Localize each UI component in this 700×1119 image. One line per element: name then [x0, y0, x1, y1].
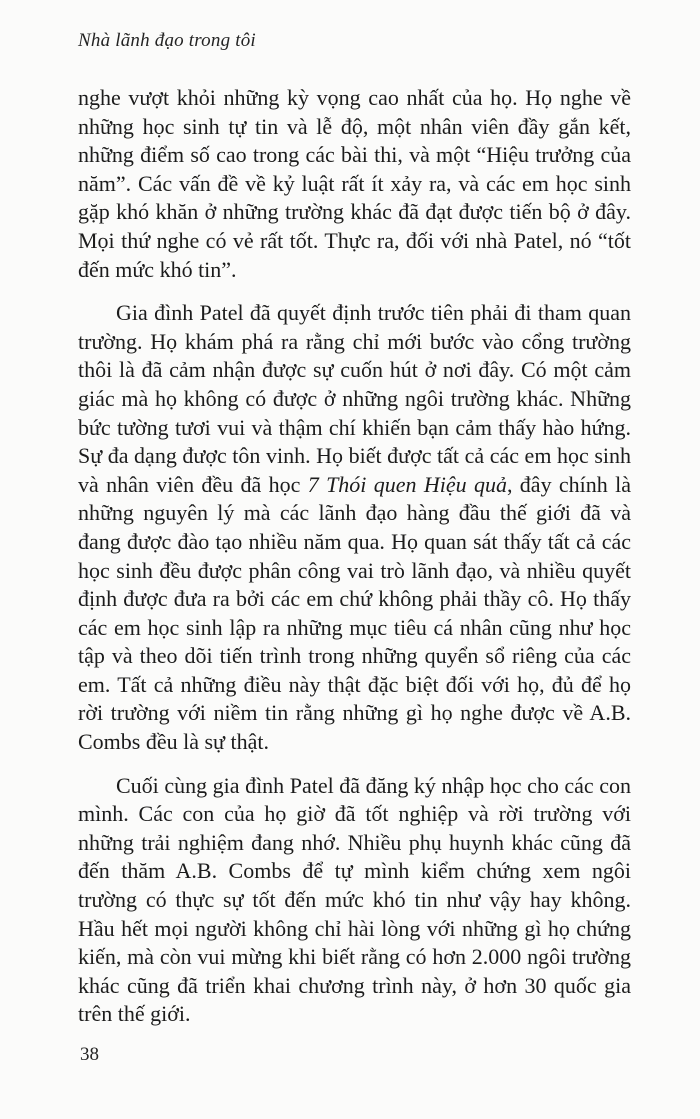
paragraph	[78, 772, 631, 1029]
paragraph-text: Gia đình Patel đã quyết định trước tiên phải đi tham quan trường. Họ khám phá ra rằng chỉ mới bước vào cổng trường thôi là đã cảm nhận được sự cuốn hút ở nơi đây. Có một cảm giác mà họ không có được ở những ngôi trường khác. Những bức tường tươi vui và thậm chí khiến bạn cảm thấy hào hứng. Sự đa dạng được tôn vinh. Họ biết được tất cả các em học sinh và nhân viên đều đã học	[78, 300, 631, 497]
running-header: Nhà lãnh đạo trong tôi	[78, 30, 256, 51]
page-number: 38	[80, 1044, 99, 1065]
body-text	[78, 84, 631, 1044]
book-title-italic: 7 Thói quen Hiệu quả	[307, 471, 507, 497]
paragraph-text: , đây chính là những nguyên lý mà các lãnh đạo hàng đầu thế giới đã và đang được đào tạo nhiều năm qua. Họ quan sát thấy tất cả các học sinh đều được phân công vai trò lãnh đạo, và nhiều quyết định được đưa ra bởi các em chứ không phải thầy cô. Họ thấy các em học sinh lập ra những mục tiêu cá nhân cũng như học tập và theo dõi tiến trình trong những quyển sổ riêng của các em. Tất cả những điều này thật đặc biệt đối với họ, đủ để họ rời trường với niềm tin rằng những gì họ nghe được về A.B. Combs đều là sự thật.	[78, 471, 631, 755]
paragraph	[78, 84, 631, 284]
paragraph-text: nghe vượt khỏi những kỳ vọng cao nhất của họ. Họ nghe về những học sinh tự tin và lễ độ, một nhân viên đầy gắn kết, những điểm số cao trong các bài thi, và một “Hiệu trưởng của năm”. Các vấn đề về kỷ luật rất ít xảy ra, và các em học sinh gặp khó khăn ở những trường khác đã đạt được tiến bộ ở đây. Mọi thứ nghe có vẻ rất tốt. Thực ra, đối với nhà Patel, nó “tốt đến mức khó tin”.	[78, 85, 631, 282]
paragraph	[78, 299, 631, 757]
paragraph-text: Cuối cùng gia đình Patel đã đăng ký nhập học cho các con mình. Các con của họ giờ đã tốt nghiệp và rời trường với những trải nghiệm đang nhớ. Nhiều phụ huynh khác cũng đã đến thăm A.B. Combs để tự mình kiểm chứng xem ngôi trường có thực sự tốt đến mức khó tin như vậy hay không. Hầu hết mọi người không chỉ hài lòng với những gì họ chứng kiến, mà còn vui mừng khi biết rằng có hơn 2.000 ngôi trường khác cũng đã triển khai chương trình này, ở hơn 30 quốc gia trên thế giới.	[78, 772, 631, 1027]
